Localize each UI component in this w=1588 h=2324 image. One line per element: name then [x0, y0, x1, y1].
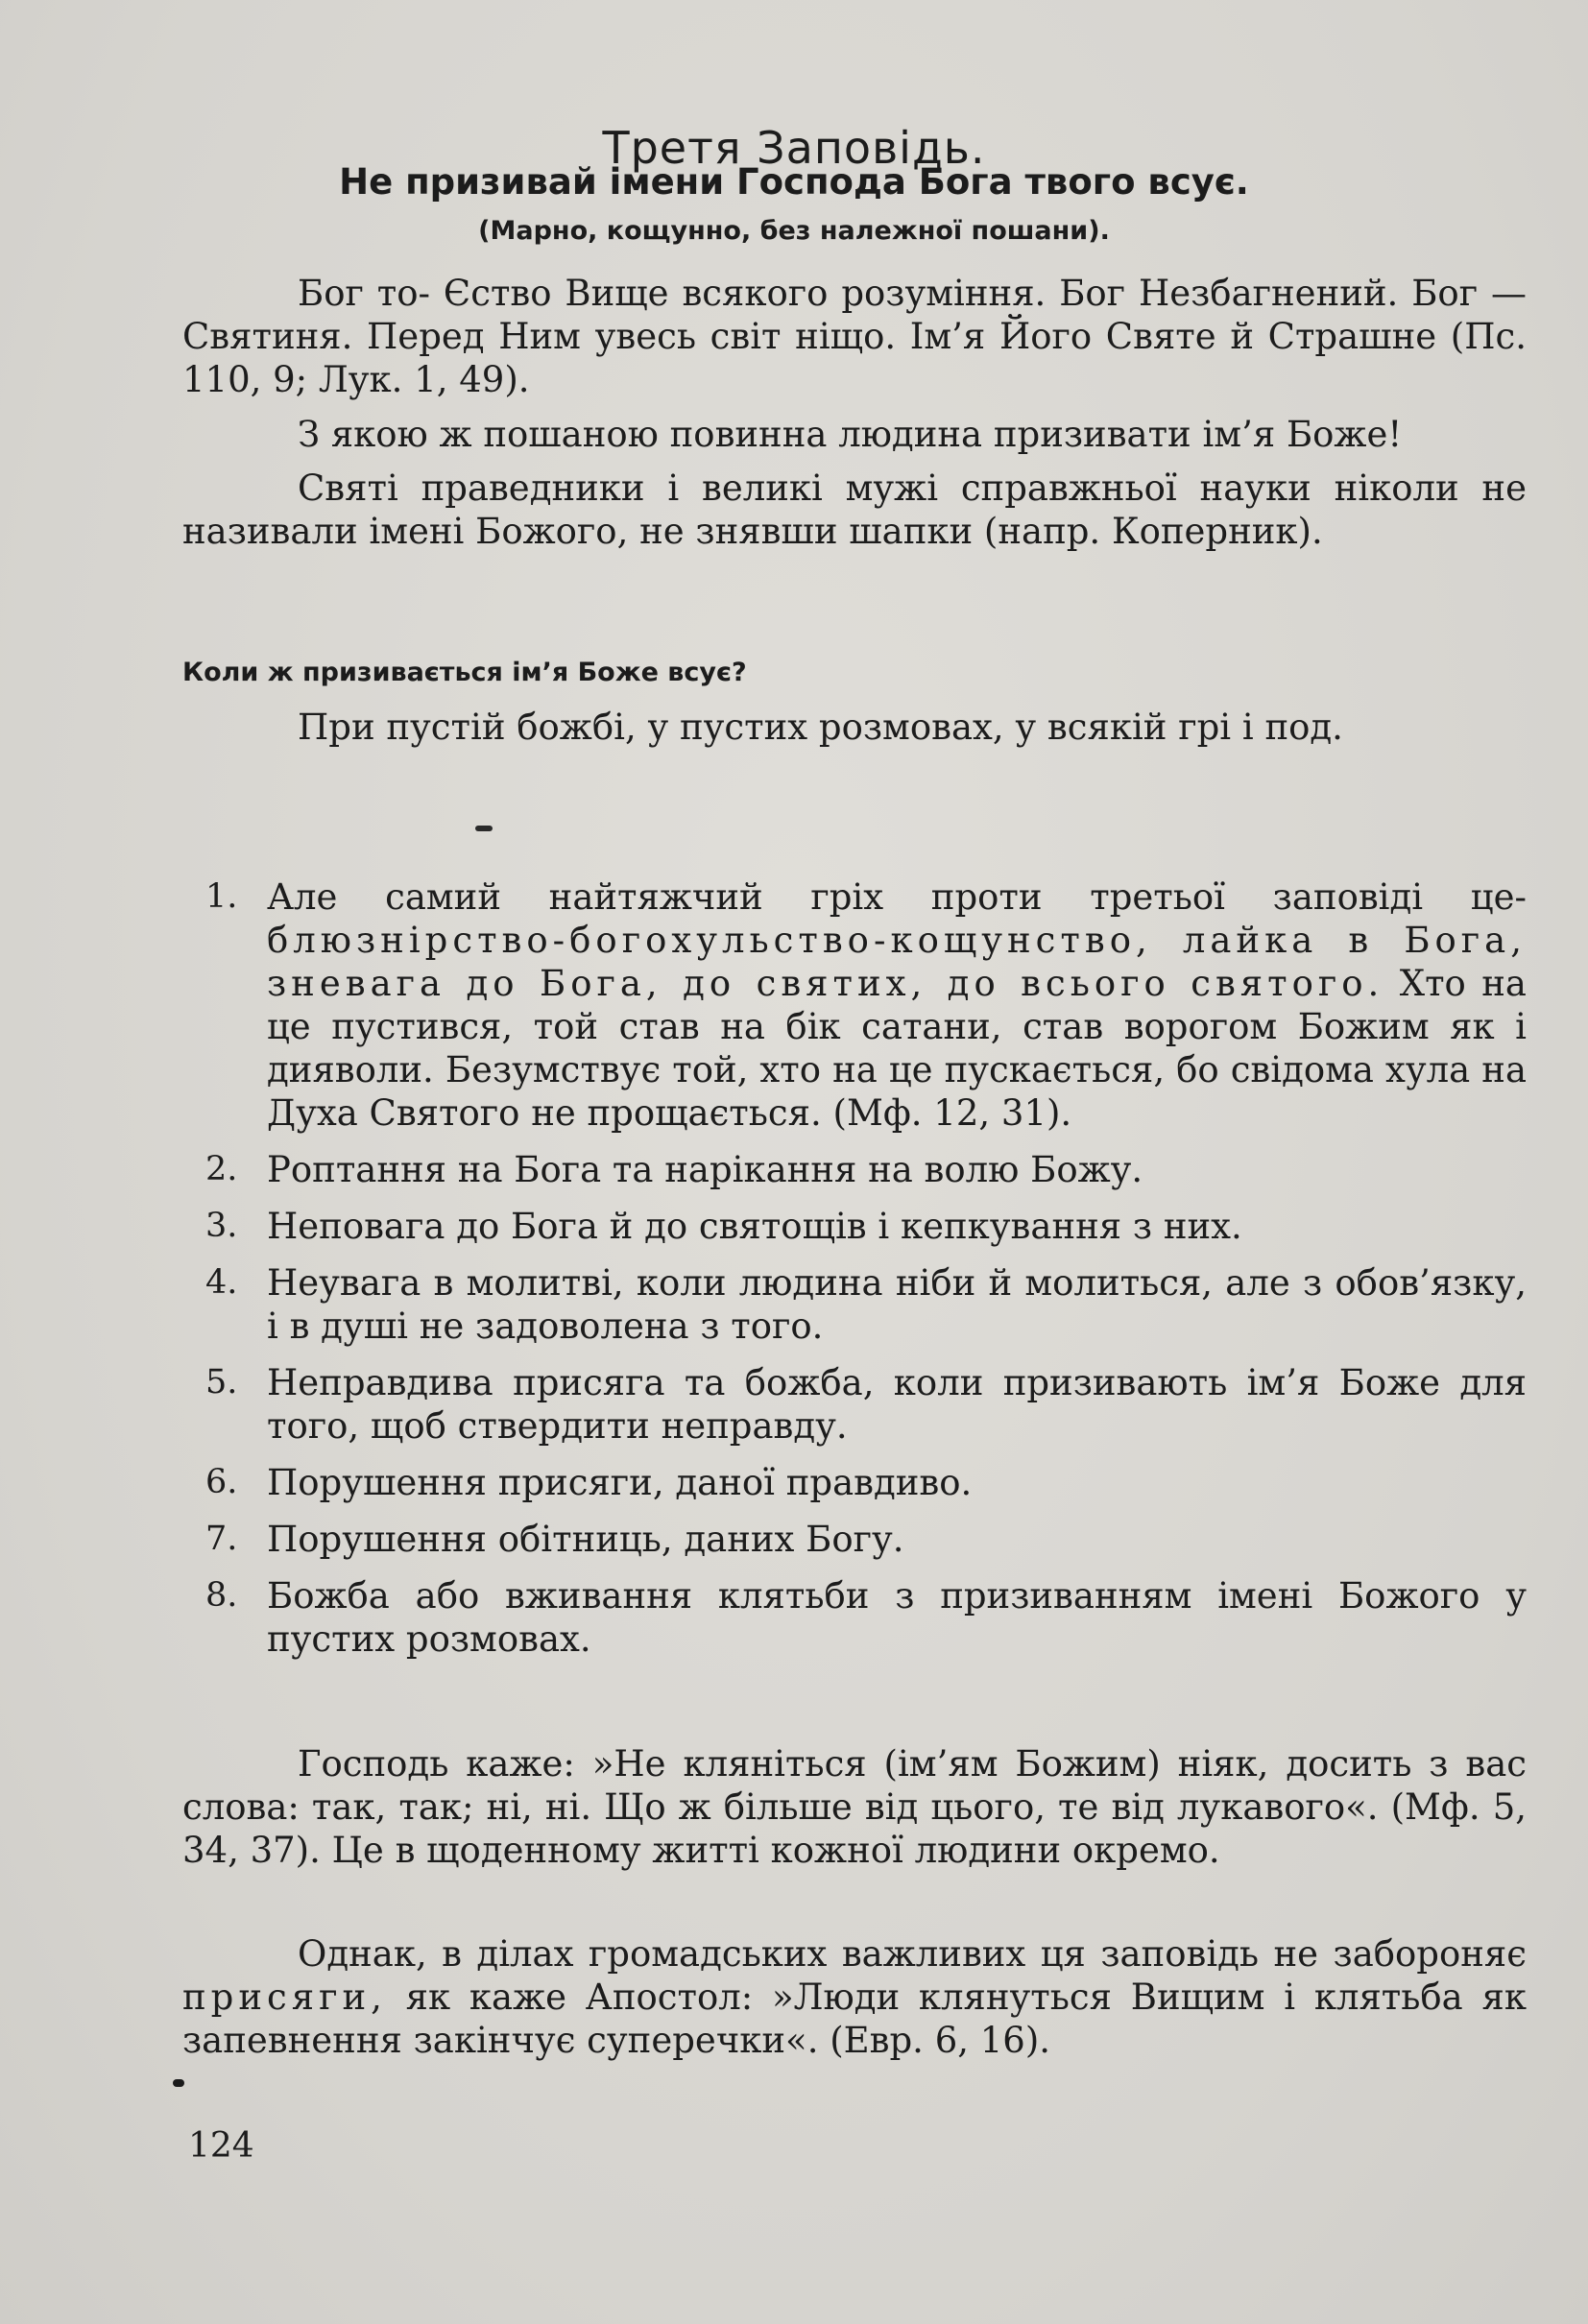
intro-paragraph-1: Бог то- Єство Вище всякого розуміння. Бог Незбагнений. Бог — Святиня. Перед Ним увесь світ ніщо. Ім’я Його Святе й Страшне (Пс. 110, 9; Лук. 1, 49).: [182, 273, 1527, 400]
sins-list: [192, 875, 1527, 1674]
list-item: [192, 1574, 1527, 1661]
ink-spot: [173, 2079, 184, 2087]
list-item-number: 3.: [205, 1207, 238, 1245]
list-item: [192, 1361, 1527, 1448]
list-item-number: 8.: [205, 1576, 238, 1615]
list-item: [192, 1261, 1527, 1348]
list-item-number: 1.: [205, 877, 238, 916]
page-title: Третя Заповідь.: [602, 121, 986, 174]
section-question: Коли ж призивається ім’я Боже всує?: [182, 658, 747, 687]
closing-text: Однак, в ділах громадських важливих ця заповідь не забороняє: [298, 1933, 1527, 1975]
intro-paragraph-3: Святі праведники і великі мужі справжньої науки ніколи не називали імені Божого, не знявши шапки (напр. Коперник).: [182, 467, 1527, 552]
closing-paragraph-1: Господь каже: »Не кляніться (ім’ям Божим) ніяк, досить з вас слова: так, так; ні, ні. Що ж більше від цього, те від лукавого«. (Мф. 5, 34, 37). Це в щоденному житті кожної людини окремо.: [182, 1743, 1527, 1871]
list-item-text-continued: Хто на це пустився, той став на бік сатани, став ворогом Божим як і дияволи. Безумствує той, хто на це пускається, бо свідома хула на Духа Святого не прощається. (Мф. 12, 31).: [267, 963, 1527, 1134]
list-item-text: Порушення обітниць, даних Богу.: [267, 1519, 904, 1560]
commandment-explanation: (Марно, кощунно, без належної пошани).: [478, 216, 1110, 246]
list-item-text: Порушення присяги, даної правдиво.: [267, 1462, 973, 1503]
list-item-text: Божба або вживання клятьби з призиванням імені Божого у пустих розмовах.: [267, 1575, 1527, 1660]
list-item-number: 2.: [205, 1150, 238, 1188]
list-item-number: 4.: [205, 1263, 238, 1302]
page-number: 124: [188, 2126, 254, 2166]
list-item-number: 5.: [205, 1363, 238, 1402]
section-answer: При пустій божбі, у пустих розмовах, у всякій грі і под.: [298, 707, 1343, 748]
list-item-spaced-text: блюзнірство-богохульство-кощунство, лайка в Бога, зневага до Бога, до святих, до всього святого.: [267, 920, 1527, 1004]
list-item-text: Але самий найтяжчий гріх проти третьої заповіді це-: [267, 876, 1527, 918]
list-item-text: Роптання на Бога та нарікання на волю Божу.: [267, 1149, 1143, 1190]
list-item-number: 6.: [205, 1463, 238, 1501]
list-item: [192, 1461, 1527, 1504]
list-item-text: Неувага в молитві, коли людина ніби й молиться, але з обов’язку, і в душі не задоволена з того.: [267, 1262, 1527, 1347]
commandment-subtitle: Не призивай імени Господа Бога твого всує.: [339, 161, 1249, 203]
intro-paragraph-2: З якою ж пошаною повинна людина призивати ім’я Боже!: [298, 414, 1403, 455]
closing-spaced-text: присяги,: [182, 1977, 387, 2018]
print-mark: [475, 826, 493, 831]
list-item: [192, 1205, 1527, 1248]
list-item: [192, 1518, 1527, 1561]
list-item-number: 7.: [205, 1520, 238, 1558]
closing-text-continued: як каже Апостол: »Люди клянуться Вищим і клятьба як запевнення закінчує суперечки«. (Евр. 6, 16).: [182, 1977, 1527, 2061]
list-item-text: Неправдива присяга та божба, коли призивають ім’я Боже для того, щоб ствердити неправду.: [267, 1362, 1527, 1447]
list-item-text: Неповага до Бога й до святощів і кепкування з них.: [267, 1206, 1242, 1247]
list-item: [192, 875, 1527, 1135]
list-item: [192, 1148, 1527, 1191]
closing-paragraph-2: [182, 1932, 1527, 2062]
